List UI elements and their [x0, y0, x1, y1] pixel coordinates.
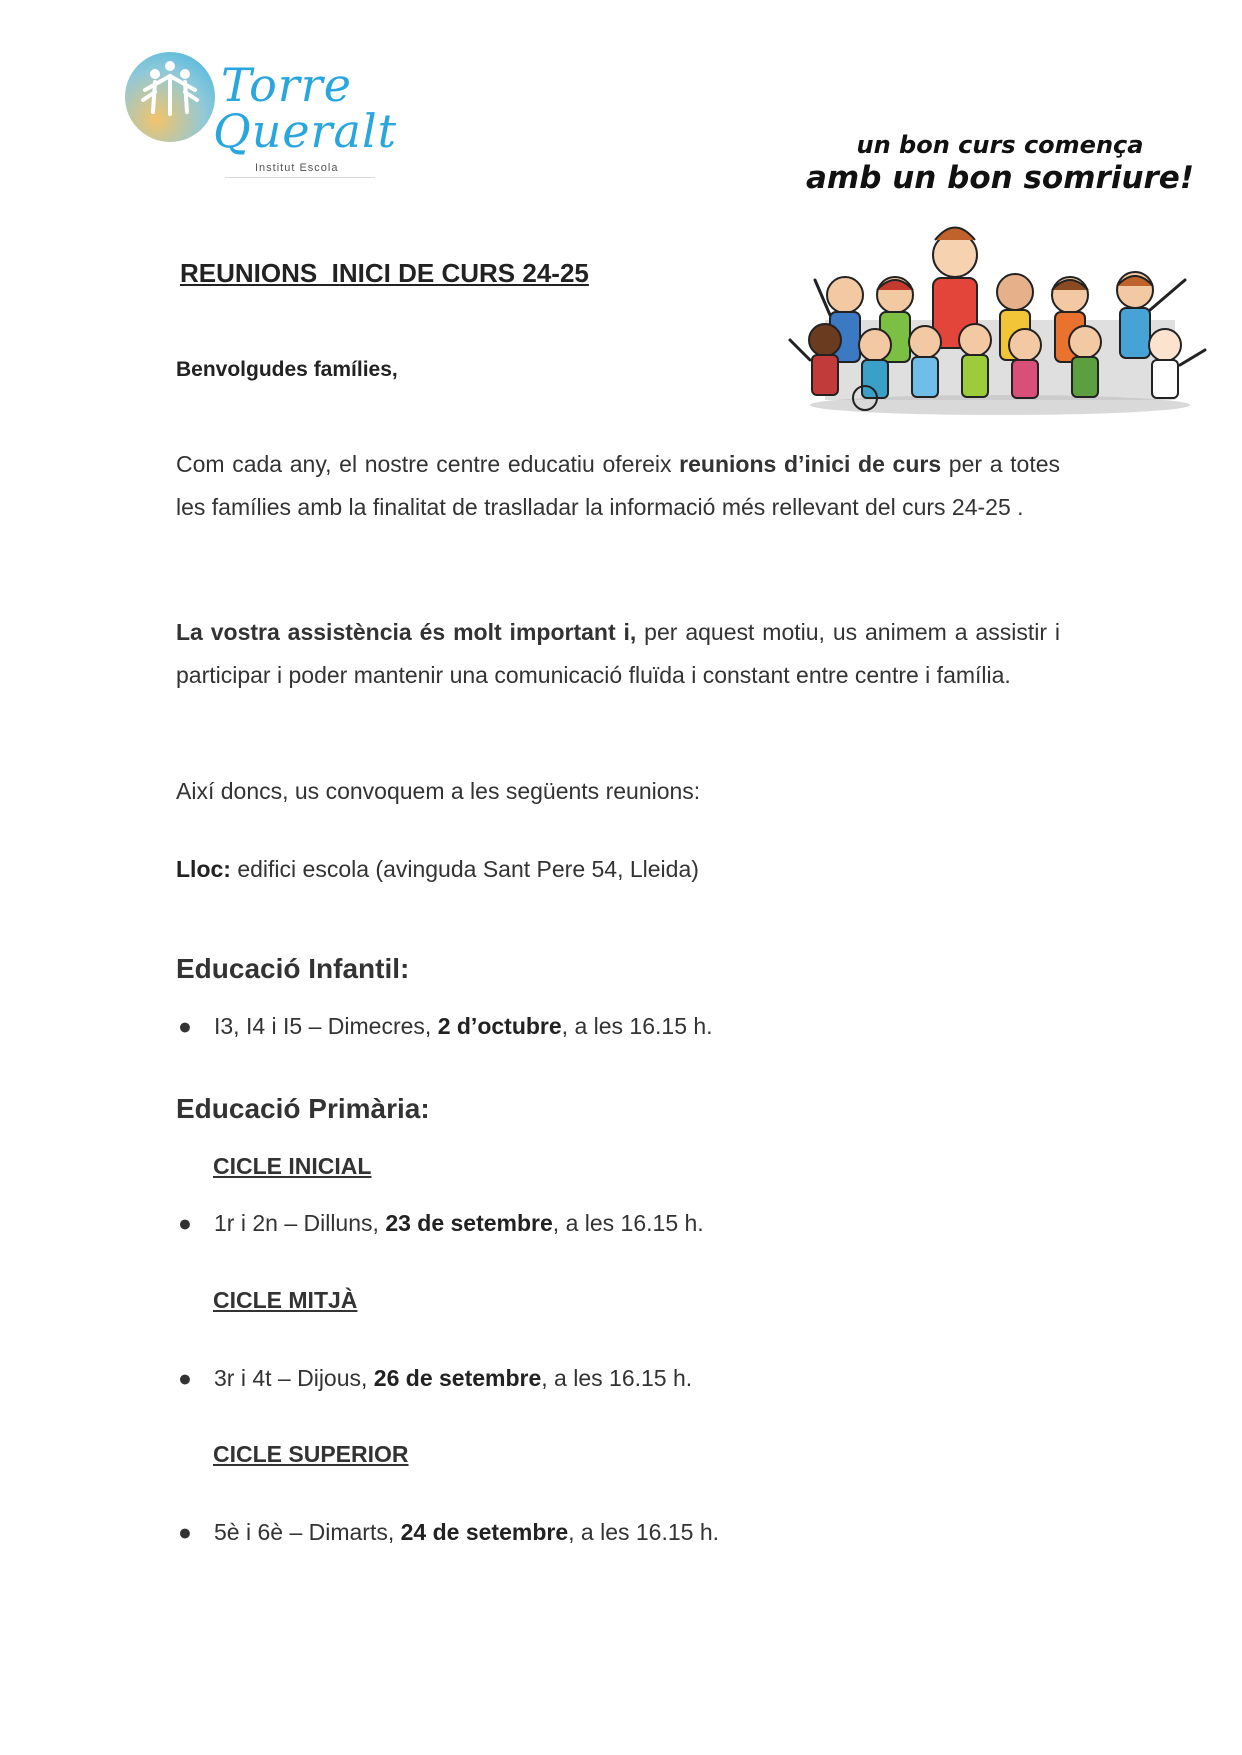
children-illustration — [785, 130, 1215, 420]
item-text-after: , a les 16.15 h. — [541, 1365, 693, 1391]
section-heading-infantil: Educació Infantil: — [176, 953, 410, 984]
list-item — [178, 1365, 692, 1392]
item-date: 26 de setembre — [373, 1365, 542, 1391]
item-text-before: 5è i 6è – Dimarts, — [214, 1519, 401, 1545]
item-date: 24 de setembre — [400, 1519, 569, 1545]
intro-text-before: Com cada any, el nostre centre educatiu ofereix — [176, 451, 680, 477]
location-value: edifici escola (avinguda Sant Pere 54, Lleida) — [230, 856, 699, 882]
logo-emblem-icon — [125, 52, 215, 142]
item-text-before: I3, I4 i I5 – Dimecres, — [214, 1013, 438, 1039]
bullet-icon: ● — [178, 1210, 192, 1236]
logo-name-line1: Torre — [221, 58, 353, 112]
slogan-line1: un bon curs comença — [856, 131, 1144, 159]
logo-subtitle: Institut Escola — [255, 162, 339, 174]
attendance-text-bold: La vostra assistència és molt important i, — [176, 619, 637, 645]
attendance-text-after: per aquest motiu, us animem a assistir i participar i poder mantenir una comunicació fluïda i constant entre centre i família. — [176, 619, 1060, 688]
location-line — [176, 856, 699, 883]
intro-text-after: per a totes les famílies amb la finalitat de traslladar la informació més rellevant del curs 24-25 . — [176, 451, 1060, 520]
item-date: 2 d’octubre — [437, 1013, 562, 1039]
attendance-paragraph — [176, 611, 1060, 697]
item-text-after: , a les 16.15 h. — [552, 1210, 704, 1236]
convocation-paragraph: Així doncs, us convoquem a les següents reunions: — [176, 778, 701, 804]
intro-text-bold: reunions d’inici de curs — [679, 451, 942, 477]
illustration-slogan — [785, 130, 1215, 196]
cycle-heading-mitja: CICLE MITJÀ — [213, 1287, 358, 1313]
logo-wordmark — [213, 58, 398, 158]
bullet-icon: ● — [178, 1013, 192, 1039]
slogan-line2: amb un bon somriure! — [806, 160, 1194, 196]
intro-paragraph — [176, 443, 1060, 529]
item-text-before: 1r i 2n – Dilluns, — [214, 1210, 386, 1236]
bullet-icon: ● — [178, 1519, 192, 1545]
item-text-after: , a les 16.15 h. — [561, 1013, 713, 1039]
school-logo — [125, 52, 398, 187]
list-item — [178, 1210, 704, 1237]
item-date: 23 de setembre — [385, 1210, 553, 1236]
logo-name-line2: Queralt — [213, 104, 398, 158]
section-heading-primaria: Educació Primària: — [176, 1093, 430, 1124]
list-item — [178, 1013, 713, 1040]
list-item — [178, 1519, 719, 1546]
logo-divider — [225, 177, 375, 178]
cycle-heading-superior: CICLE SUPERIOR — [213, 1441, 409, 1467]
item-text-before: 3r i 4t – Dijous, — [214, 1365, 374, 1391]
bullet-icon: ● — [178, 1365, 192, 1391]
group-of-children-icon — [785, 200, 1215, 420]
greeting: Benvolgudes famílies, — [176, 358, 398, 381]
item-text-after: , a les 16.15 h. — [568, 1519, 720, 1545]
location-label: Lloc: — [176, 856, 231, 882]
page-title: REUNIONS INICI DE CURS 24-25 — [180, 258, 589, 288]
cycle-heading-inicial: CICLE INICIAL — [213, 1153, 372, 1179]
